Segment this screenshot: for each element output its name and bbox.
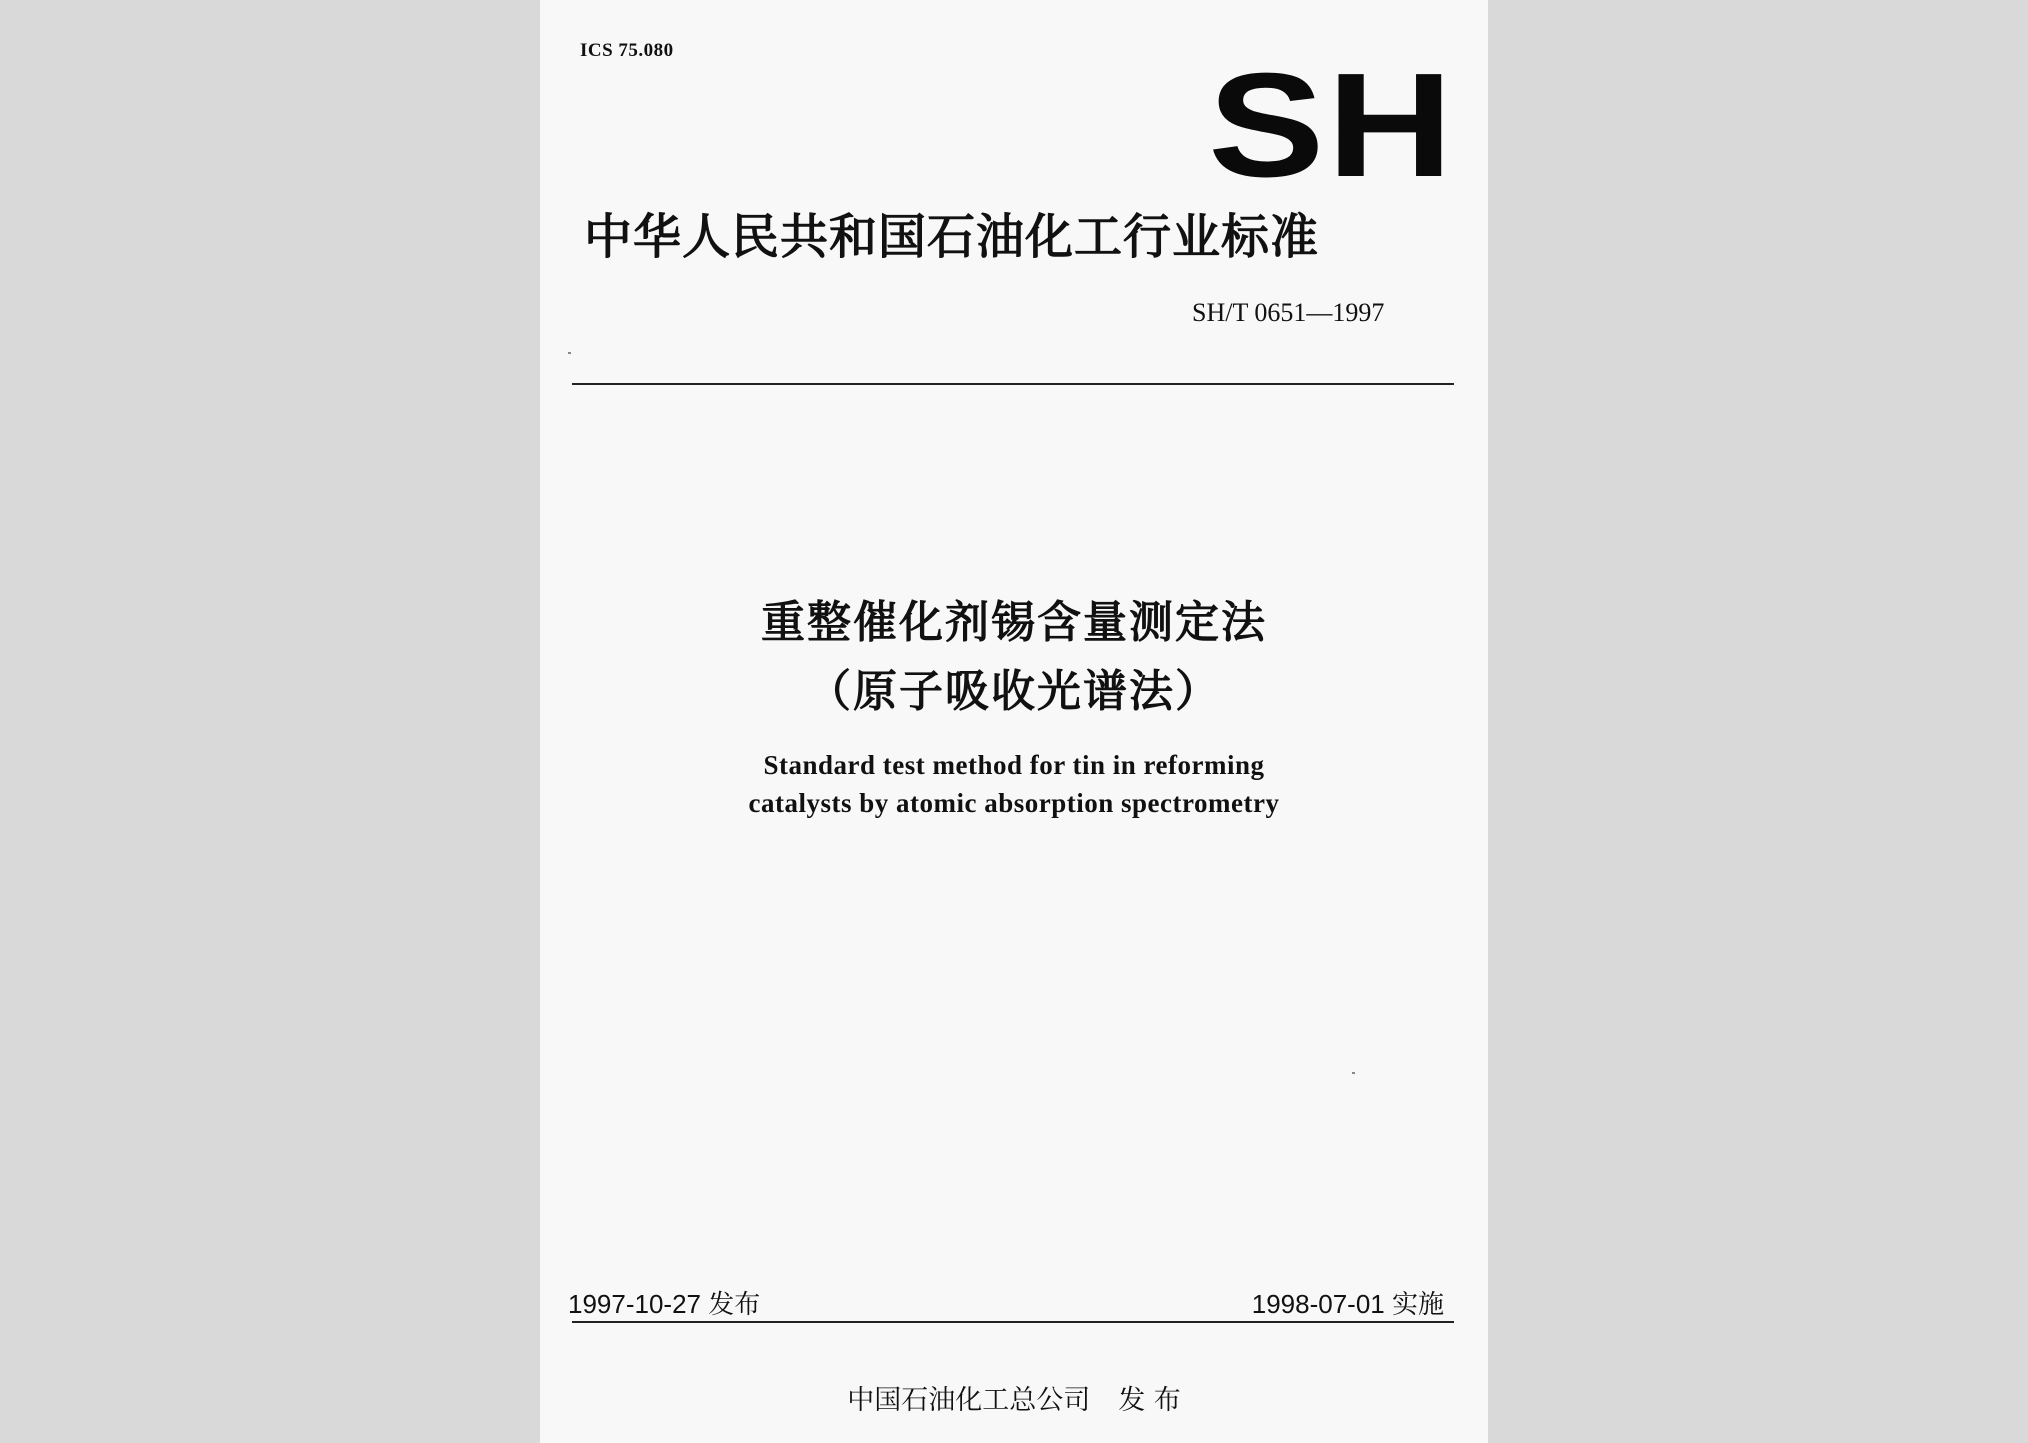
top-divider <box>572 383 1454 385</box>
industry-standard-title: 中华人民共和国石油化工行业标准 <box>584 209 1320 265</box>
scan-speck <box>1352 1072 1355 1074</box>
issue-date-line <box>568 1284 760 1321</box>
publisher-line <box>540 1378 1488 1417</box>
standard-number: SH/T 0651—1997 <box>1192 298 1385 327</box>
title-cn-line1: 重整催化剂锡含量测定法 <box>761 597 1267 648</box>
implement-label: 实施 <box>1391 1289 1444 1319</box>
issue-date: 1997-10-27 <box>568 1289 701 1319</box>
publisher-name: 中国石油化工总公司 <box>847 1385 1091 1416</box>
scan-speck <box>568 352 571 354</box>
ics-code: ICS 75.080 <box>580 40 674 61</box>
issue-label: 发布 <box>708 1289 761 1319</box>
publisher-action: 发 布 <box>1118 1385 1181 1416</box>
sh-logo: SH <box>1208 43 1456 208</box>
implement-date: 1998-07-01 <box>1251 1289 1385 1319</box>
title-en-line2: catalysts by atomic absorption spectrometry <box>748 788 1280 818</box>
title-en-line1: Standard test method for tin in reforming <box>763 750 1265 780</box>
implement-date-line <box>1252 1284 1444 1321</box>
title-cn-line2: （原子吸收光谱法） <box>807 666 1221 717</box>
standard-cover-page <box>540 0 1488 1443</box>
bottom-divider <box>572 1321 1454 1323</box>
